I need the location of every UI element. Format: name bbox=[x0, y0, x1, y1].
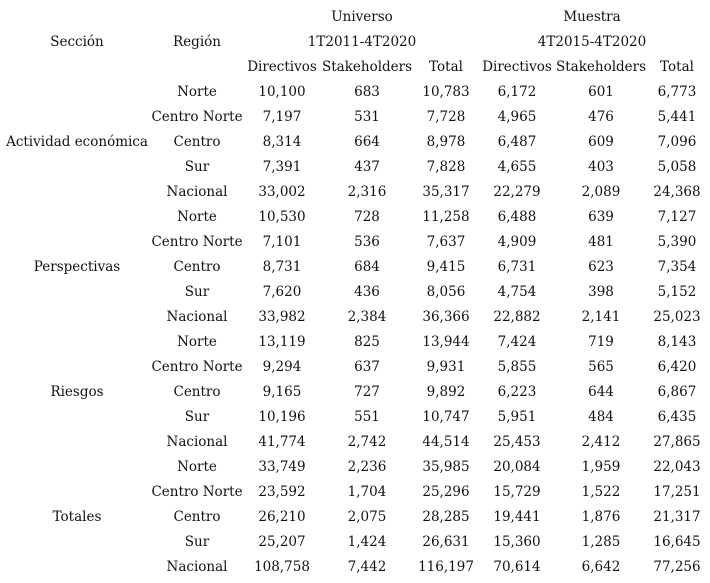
value-cell: 2,089 bbox=[581, 184, 621, 200]
value-cell: 13,944 bbox=[422, 334, 470, 350]
value-cell: 7,637 bbox=[426, 234, 466, 250]
value-cell: 7,127 bbox=[657, 209, 697, 225]
value-cell: 26,631 bbox=[422, 534, 470, 550]
value-cell: 7,442 bbox=[347, 559, 387, 575]
value-cell: 9,165 bbox=[262, 384, 302, 400]
value-cell: 6,172 bbox=[497, 84, 537, 100]
value-cell: 7,424 bbox=[497, 334, 537, 350]
value-cell: 116,197 bbox=[418, 559, 474, 575]
value-cell: 7,828 bbox=[426, 159, 466, 175]
seccion-header: Sección bbox=[50, 34, 104, 50]
value-cell: 531 bbox=[354, 109, 380, 125]
column-header: Stakeholders bbox=[321, 59, 413, 75]
value-cell: 9,931 bbox=[426, 359, 466, 375]
region-cell: Nacional bbox=[166, 184, 228, 200]
muestra-title: Muestra bbox=[563, 9, 621, 25]
value-cell: 6,420 bbox=[657, 359, 697, 375]
value-cell: 6,642 bbox=[581, 559, 621, 575]
region-cell: Centro Norte bbox=[151, 109, 243, 125]
value-cell: 664 bbox=[354, 134, 380, 150]
value-cell: 7,620 bbox=[262, 284, 302, 300]
value-cell: 13,119 bbox=[258, 334, 306, 350]
value-cell: 44,514 bbox=[422, 434, 470, 450]
value-cell: 10,100 bbox=[258, 84, 306, 100]
value-cell: 9,294 bbox=[262, 359, 302, 375]
region-cell: Centro Norte bbox=[151, 359, 243, 375]
value-cell: 22,279 bbox=[493, 184, 541, 200]
value-cell: 2,075 bbox=[347, 509, 387, 525]
value-cell: 26,210 bbox=[258, 509, 306, 525]
value-cell: 77,256 bbox=[653, 559, 701, 575]
value-cell: 6,487 bbox=[497, 134, 537, 150]
value-cell: 35,985 bbox=[422, 459, 470, 475]
value-cell: 8,314 bbox=[262, 134, 302, 150]
value-cell: 7,197 bbox=[262, 109, 302, 125]
value-cell: 5,058 bbox=[657, 159, 697, 175]
value-cell: 10,783 bbox=[422, 84, 470, 100]
value-cell: 25,207 bbox=[258, 534, 306, 550]
value-cell: 11,258 bbox=[422, 209, 470, 225]
value-cell: 6,867 bbox=[657, 384, 697, 400]
value-cell: 6,731 bbox=[497, 259, 537, 275]
value-cell: 28,285 bbox=[422, 509, 470, 525]
column-header: Stakeholders bbox=[555, 59, 647, 75]
value-cell: 727 bbox=[354, 384, 380, 400]
value-cell: 23,592 bbox=[258, 484, 306, 500]
region-cell: Centro Norte bbox=[151, 234, 243, 250]
region-cell: Norte bbox=[177, 334, 217, 350]
value-cell: 22,882 bbox=[493, 309, 541, 325]
value-cell: 1,424 bbox=[347, 534, 387, 550]
region-cell: Nacional bbox=[166, 559, 228, 575]
value-cell: 8,731 bbox=[262, 259, 302, 275]
value-cell: 16,645 bbox=[653, 534, 701, 550]
value-cell: 6,435 bbox=[657, 409, 697, 425]
value-cell: 70,614 bbox=[493, 559, 541, 575]
universo-title: Universo bbox=[331, 9, 393, 25]
value-cell: 9,415 bbox=[426, 259, 466, 275]
region-cell: Centro bbox=[173, 509, 221, 525]
value-cell: 5,152 bbox=[657, 284, 697, 300]
value-cell: 25,296 bbox=[422, 484, 470, 500]
value-cell: 2,384 bbox=[347, 309, 387, 325]
value-cell: 5,855 bbox=[497, 359, 537, 375]
value-cell: 15,729 bbox=[493, 484, 541, 500]
value-cell: 4,655 bbox=[497, 159, 537, 175]
value-cell: 19,441 bbox=[493, 509, 541, 525]
value-cell: 825 bbox=[354, 334, 380, 350]
value-cell: 2,236 bbox=[347, 459, 387, 475]
value-cell: 728 bbox=[354, 209, 380, 225]
value-cell: 7,101 bbox=[262, 234, 302, 250]
region-header: Región bbox=[173, 34, 221, 50]
value-cell: 437 bbox=[354, 159, 380, 175]
value-cell: 644 bbox=[588, 384, 614, 400]
value-cell: 10,530 bbox=[258, 209, 306, 225]
column-header: Total bbox=[429, 59, 463, 75]
value-cell: 6,488 bbox=[497, 209, 537, 225]
value-cell: 25,453 bbox=[493, 434, 541, 450]
value-cell: 7,354 bbox=[657, 259, 697, 275]
section-label: Totales bbox=[52, 509, 102, 525]
value-cell: 4,754 bbox=[497, 284, 537, 300]
column-header: Directivos bbox=[247, 59, 317, 75]
value-cell: 36,366 bbox=[422, 309, 470, 325]
value-cell: 536 bbox=[354, 234, 380, 250]
value-cell: 719 bbox=[588, 334, 614, 350]
value-cell: 10,196 bbox=[258, 409, 306, 425]
region-cell: Centro bbox=[173, 259, 221, 275]
value-cell: 2,742 bbox=[347, 434, 387, 450]
value-cell: 1,959 bbox=[581, 459, 621, 475]
region-cell: Sur bbox=[184, 159, 210, 175]
value-cell: 5,390 bbox=[657, 234, 697, 250]
value-cell: 10,747 bbox=[422, 409, 470, 425]
value-cell: 637 bbox=[354, 359, 380, 375]
value-cell: 25,023 bbox=[653, 309, 701, 325]
value-cell: 1,704 bbox=[347, 484, 387, 500]
value-cell: 551 bbox=[354, 409, 380, 425]
universo-period: 1T2011-4T2020 bbox=[307, 34, 417, 50]
value-cell: 33,002 bbox=[258, 184, 306, 200]
value-cell: 21,317 bbox=[653, 509, 701, 525]
value-cell: 639 bbox=[588, 209, 614, 225]
region-cell: Nacional bbox=[166, 434, 228, 450]
value-cell: 8,978 bbox=[426, 134, 466, 150]
value-cell: 35,317 bbox=[422, 184, 470, 200]
value-cell: 403 bbox=[588, 159, 614, 175]
value-cell: 17,251 bbox=[653, 484, 701, 500]
value-cell: 481 bbox=[588, 234, 614, 250]
value-cell: 609 bbox=[588, 134, 614, 150]
value-cell: 8,143 bbox=[657, 334, 697, 350]
value-cell: 27,865 bbox=[653, 434, 701, 450]
value-cell: 7,728 bbox=[426, 109, 466, 125]
value-cell: 4,965 bbox=[497, 109, 537, 125]
value-cell: 436 bbox=[354, 284, 380, 300]
value-cell: 108,758 bbox=[254, 559, 310, 575]
value-cell: 5,951 bbox=[497, 409, 537, 425]
value-cell: 601 bbox=[588, 84, 614, 100]
value-cell: 15,360 bbox=[493, 534, 541, 550]
region-cell: Norte bbox=[177, 209, 217, 225]
value-cell: 2,316 bbox=[347, 184, 387, 200]
value-cell: 684 bbox=[354, 259, 380, 275]
value-cell: 33,982 bbox=[258, 309, 306, 325]
value-cell: 484 bbox=[588, 409, 614, 425]
value-cell: 7,391 bbox=[262, 159, 302, 175]
section-label: Riesgos bbox=[50, 384, 104, 400]
section-label: Perspectivas bbox=[33, 259, 121, 275]
muestra-period: 4T2015-4T2020 bbox=[537, 34, 647, 50]
region-cell: Sur bbox=[184, 409, 210, 425]
region-cell: Centro bbox=[173, 134, 221, 150]
value-cell: 41,774 bbox=[258, 434, 306, 450]
value-cell: 476 bbox=[588, 109, 614, 125]
value-cell: 33,749 bbox=[258, 459, 306, 475]
column-header: Directivos bbox=[482, 59, 552, 75]
section-label: Actividad económica bbox=[6, 134, 148, 150]
region-cell: Centro Norte bbox=[151, 484, 243, 500]
region-cell: Norte bbox=[177, 459, 217, 475]
region-cell: Norte bbox=[177, 84, 217, 100]
value-cell: 20,084 bbox=[493, 459, 541, 475]
region-cell: Centro bbox=[173, 384, 221, 400]
value-cell: 24,368 bbox=[653, 184, 701, 200]
region-cell: Nacional bbox=[166, 309, 228, 325]
value-cell: 8,056 bbox=[426, 284, 466, 300]
value-cell: 1,285 bbox=[581, 534, 621, 550]
value-cell: 623 bbox=[588, 259, 614, 275]
value-cell: 5,441 bbox=[657, 109, 697, 125]
value-cell: 683 bbox=[354, 84, 380, 100]
value-cell: 7,096 bbox=[657, 134, 697, 150]
region-cell: Sur bbox=[184, 284, 210, 300]
value-cell: 398 bbox=[588, 284, 614, 300]
region-cell: Sur bbox=[184, 534, 210, 550]
value-cell: 6,773 bbox=[657, 84, 697, 100]
value-cell: 22,043 bbox=[653, 459, 701, 475]
value-cell: 6,223 bbox=[497, 384, 537, 400]
value-cell: 9,892 bbox=[426, 384, 466, 400]
value-cell: 2,141 bbox=[581, 309, 621, 325]
value-cell: 565 bbox=[588, 359, 614, 375]
value-cell: 2,412 bbox=[581, 434, 621, 450]
value-cell: 4,909 bbox=[497, 234, 537, 250]
column-header: Total bbox=[660, 59, 694, 75]
value-cell: 1,876 bbox=[581, 509, 621, 525]
value-cell: 1,522 bbox=[581, 484, 621, 500]
